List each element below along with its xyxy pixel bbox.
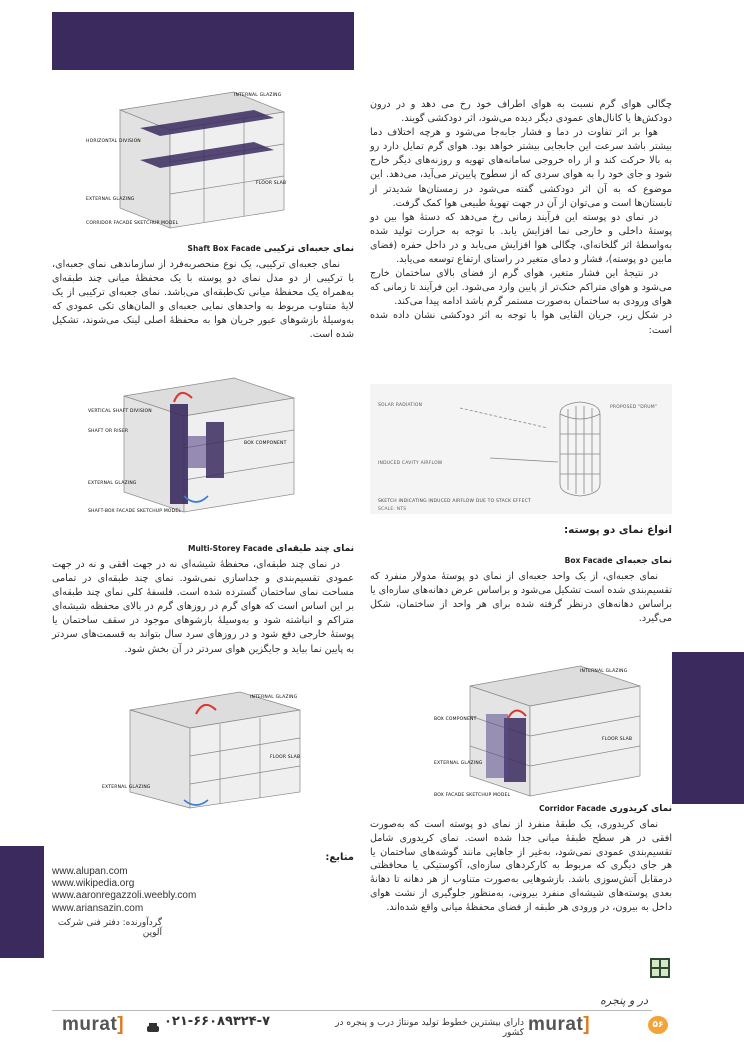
box-facade-text: نمای جعبه‌ای، از یک واحد جعبه‌ای از نمای دو پوستهٔ مدولار منفرد که تقسیم‌بندی شده است تشکیل می‌شود و براساس عرض دهانه‌های سازه‌ای یا براساس دهانه‌های درنظر گرفته شده برای هر واحد از ساختمان، شکل می‌گیرد. — [370, 571, 672, 625]
corridor-label-floor-slab: FLOOR SLAB — [256, 181, 287, 186]
intro-paragraph: چگالی هوای گرم نسبت به هوای اطراف خود رخ می دهد و در درون دودکش‌ها یا کانال‌های عمودی دیگر دیده می‌شود، اثر دودکشی گویند. — [370, 99, 672, 125]
box-label-floor-slab: FLOOR SLAB — [602, 737, 633, 742]
side-band-right — [672, 652, 744, 804]
multi-label-floor-slab: FLOOR SLAB — [270, 755, 301, 760]
box-facade-title-fa: نمای جعبه‌ای — [615, 556, 672, 566]
phone-number: ۰۲۱-۶۶۰۸۹۳۲۴-۷ — [164, 1014, 271, 1029]
multi-storey-drawing — [100, 688, 320, 810]
shaft-box-text: نمای جعبه‌ای ترکیبی، یک نوع منحصربه‌فرد از سازماندهی نمای جعبه‌ای، با ترکیبی از دو مدل نمای دو پوسته با یک محفظهٔ میانی چند طبقه‌ای به‌همراه یک محفظهٔ میانی تک‌طبقه‌ای می‌باشد. نمای جعبه‌ای ترکیبی از یک لایهٔ متناوب مربوط به واحدهای نمایی جعبه‌ای و المان‌های تکی عمودی که به‌وسیلهٔ بازشوهای عبور جریان هوا به محفظهٔ اصلی لینک می‌شوند، تشکیل شده است. — [52, 259, 354, 341]
brand-right-mark: ] — [583, 1014, 591, 1035]
source-link[interactable]: www.ariansazin.com — [52, 902, 144, 914]
corridor-facade-title-en: Corridor Facade — [539, 804, 607, 813]
multi-label-internal-glazing: INTERNAL GLAZING — [250, 695, 298, 700]
multi-storey-figure — [100, 688, 320, 810]
window-logo-icon — [650, 958, 670, 978]
box-label-box-component: BOX COMPONENT — [434, 717, 477, 722]
box-label-external-glazing: EXTERNAL GLAZING — [434, 761, 483, 766]
shaft-box-title-en: Shaft Box Facade — [187, 244, 261, 253]
footer-tagline: دارای بیشترین خطوط تولید مونتاژ درب و پنجره در کشور — [335, 1018, 524, 1038]
magazine-name: در و پنجره — [600, 994, 648, 1007]
source-link[interactable]: www.wikipedia.org — [52, 878, 135, 890]
corridor-facade-drawing — [84, 88, 314, 238]
page-number: ۵۶ — [648, 1016, 668, 1034]
label-solar-radiation: SOLAR RADIATION — [378, 403, 423, 408]
box-figure-caption: BOX FACADE SKETCHUP MODEL — [434, 793, 511, 798]
corridor-figure-caption: CORRIDOR FACADE SKETCHUP MODEL — [86, 221, 179, 226]
shaft-label-shaft-riser: SHAFT OR RISER — [88, 429, 129, 434]
footer-divider — [52, 1010, 652, 1011]
brand-left-mark: ] — [117, 1014, 125, 1035]
shaft-box-title-fa: نمای جعبه‌ای ترکیبی — [263, 244, 354, 254]
multi-storey-text: در نمای چند طبقه‌ای، محفظهٔ شیشه‌ای نه در جهت افقی و نه در جهت عمودی تقسیم‌بندی و جداسازی نمی‌شود. نمای چند طبقه‌ای در تمامی مساحت نمای ساختمان گسترده شده است. فلسفهٔ کلی نمای چند طبقه‌ای بر این اساس است که هوای گرم در روزهای گرم در بالای محفظه شیشه‌ای متراکم و انباشته شود و به‌وسیلهٔ بازشوهای موجود در سقف ساختمان یا پوستهٔ خارجی دفع شود و در روزهای سرد سال بتواند به قسمت‌های سردتر به پایین نما بیاید و جایگزین هوای سردتر در آن بخش شود. — [52, 559, 354, 655]
shaft-label-external-glazing: EXTERNAL GLAZING — [88, 481, 137, 486]
source-link[interactable]: www.aaronregazzoli.weebly.com — [52, 890, 197, 902]
side-band-left — [0, 846, 44, 958]
shaft-box-heading — [52, 244, 354, 254]
stack-figure-scale: SCALE: NTS — [378, 507, 407, 512]
box-label-internal-glazing: INTERNAL GLAZING — [580, 669, 628, 674]
brand-right-text: murat — [528, 1014, 584, 1035]
magazine-logo — [650, 958, 670, 978]
shaft-figure-caption: SHAFT-BOX FACADE SKETCHUP MODEL — [88, 509, 182, 514]
shaft-box-figure — [84, 372, 304, 522]
intro-paragraph: در نتیجهٔ این فشار متغیر، هوای گرم از فضای بالای ساختمان خارج می‌شود و هوای متراکم خنک‌تر از پایین وارد می‌شود. این فرآیند تا زمانی که هوای ورودی به ساختمان به‌صورت مستمر گرم باشد ادامه پیدا می‌کند. — [370, 268, 672, 308]
intro-paragraph: در شکل زیر، جریان القایی هوا با توجه به اثر دودکشی نشان داده شده است: — [370, 310, 672, 336]
box-facade-drawing — [430, 656, 650, 798]
multi-storey-title-en: Multi-Storey Facade — [187, 544, 273, 553]
box-facade-title-en: Box Facade — [564, 556, 613, 565]
shaft-label-vertical-division: VERTICAL SHAFT DIVISION — [88, 409, 152, 414]
multi-storey-title-fa: نمای چند طبقه‌ای — [275, 544, 354, 554]
multi-storey-heading — [52, 544, 354, 554]
corridor-facade-text: نمای کریدوری، یک طبقهٔ منفرد از نمای دو پوسته است که به‌صورت افقی در هر سطح طبقهٔ میانی جدا شده است. نمای کریدوری شامل تقسیم‌بندی عمودی نمی‌شود، به‌غیر از جاهایی مانند گوشه‌های ساختمان یا هر جای دیگری که مربوط به کارکردهای سازه‌ای، آکوستیکی یا محافظتی درمقابل آتش‌سوزی باشد. بازشوهایی به‌صورت متناوب از هر دهانه تا دهانهٔ بعدی پوسته‌های شیشه‌ای منفرد بیرونی، به‌منظور جلوگیری از نشت هوای داخل به بیرون، در ورودی هر طبقه از فضای محفظهٔ میانی واقع شده‌اند. — [370, 819, 672, 913]
header-band — [52, 12, 354, 70]
stack-effect-figure — [370, 384, 672, 514]
intro-text — [370, 98, 672, 338]
phone-icon — [146, 1018, 160, 1028]
label-induced-airflow: INDUCED CAVITY AIRFLOW — [378, 461, 443, 466]
shaft-box-drawing — [84, 372, 304, 522]
brand-logo-right — [528, 1014, 590, 1036]
multi-label-external-glazing: EXTERNAL GLAZING — [102, 785, 151, 790]
sources-credit: گردآورنده: دفتر فنی شرکت آلوپن — [57, 918, 162, 938]
corridor-facade-title-fa: نمای کریدوری — [609, 804, 672, 814]
label-proposed-drum: PROPOSED "DRUM" — [610, 405, 658, 410]
sources-title: منابع: — [325, 852, 354, 863]
stack-figure-caption: SKETCH INDICATING INDUCED AIRFLOW DUE TO STACK EFFECT — [378, 499, 531, 504]
stack-effect-drawing — [370, 384, 672, 514]
corridor-facade-figure — [84, 88, 314, 238]
source-link[interactable]: www.alupan.com — [52, 866, 128, 877]
intro-paragraph: هوا بر اثر تفاوت در دما و فشار جابه‌جا می‌شود و هرچه اختلاف دما بیشتر باشد سرعت این جابجایی بیشتر خواهد بود. هوای گرم تمایل دارد رو به بالا حرکت کند و از راه خروجی سامانه‌های تهویه و روزنه‌های دیگر خارج شود و جای خود را به هوای سردی که از سطوح پایین‌تر می‌آید، می‌دهد. این موضوع که به آن اثر دودکشی گفته می‌شود در زمستان‌ها شدیدتر از تابستان‌ها است و می‌توان از آن در جهت تهویهٔ طبیعی هوا کمک گرفت. — [370, 127, 672, 209]
box-facade-heading — [370, 556, 672, 566]
box-facade-figure — [430, 656, 650, 798]
corridor-facade-heading — [370, 804, 672, 814]
corridor-label-external-glazing: EXTERNAL GLAZING — [86, 197, 135, 202]
types-title: انواع نمای دو پوسته: — [563, 524, 672, 536]
brand-left-text: murat — [62, 1014, 118, 1035]
brand-logo-left — [62, 1014, 124, 1036]
sources-list — [52, 866, 272, 915]
corridor-label-horizontal-division: HORIZONTAL DIVISION — [86, 139, 141, 144]
shaft-label-box-component: BOX COMPONENT — [244, 441, 287, 446]
intro-paragraph: در نمای دو پوسته این فرآیند زمانی رخ می‌دهد که دستهٔ هوا بین دو پوستهٔ داخلی و خارجی نما افزایش یابد. با توجه به حرارت تولید شده به‌واسطهٔ اثر گلخانه‌ای، چگالی هوا افزایش می‌یابد و در داخل حفره (فضای مابین دو پوسته)، فشار و دمای متغیر در راستای ارتفاع توسعه می‌یابد. — [370, 211, 672, 266]
corridor-label-internal-glazing: INTERNAL GLAZING — [234, 93, 282, 98]
